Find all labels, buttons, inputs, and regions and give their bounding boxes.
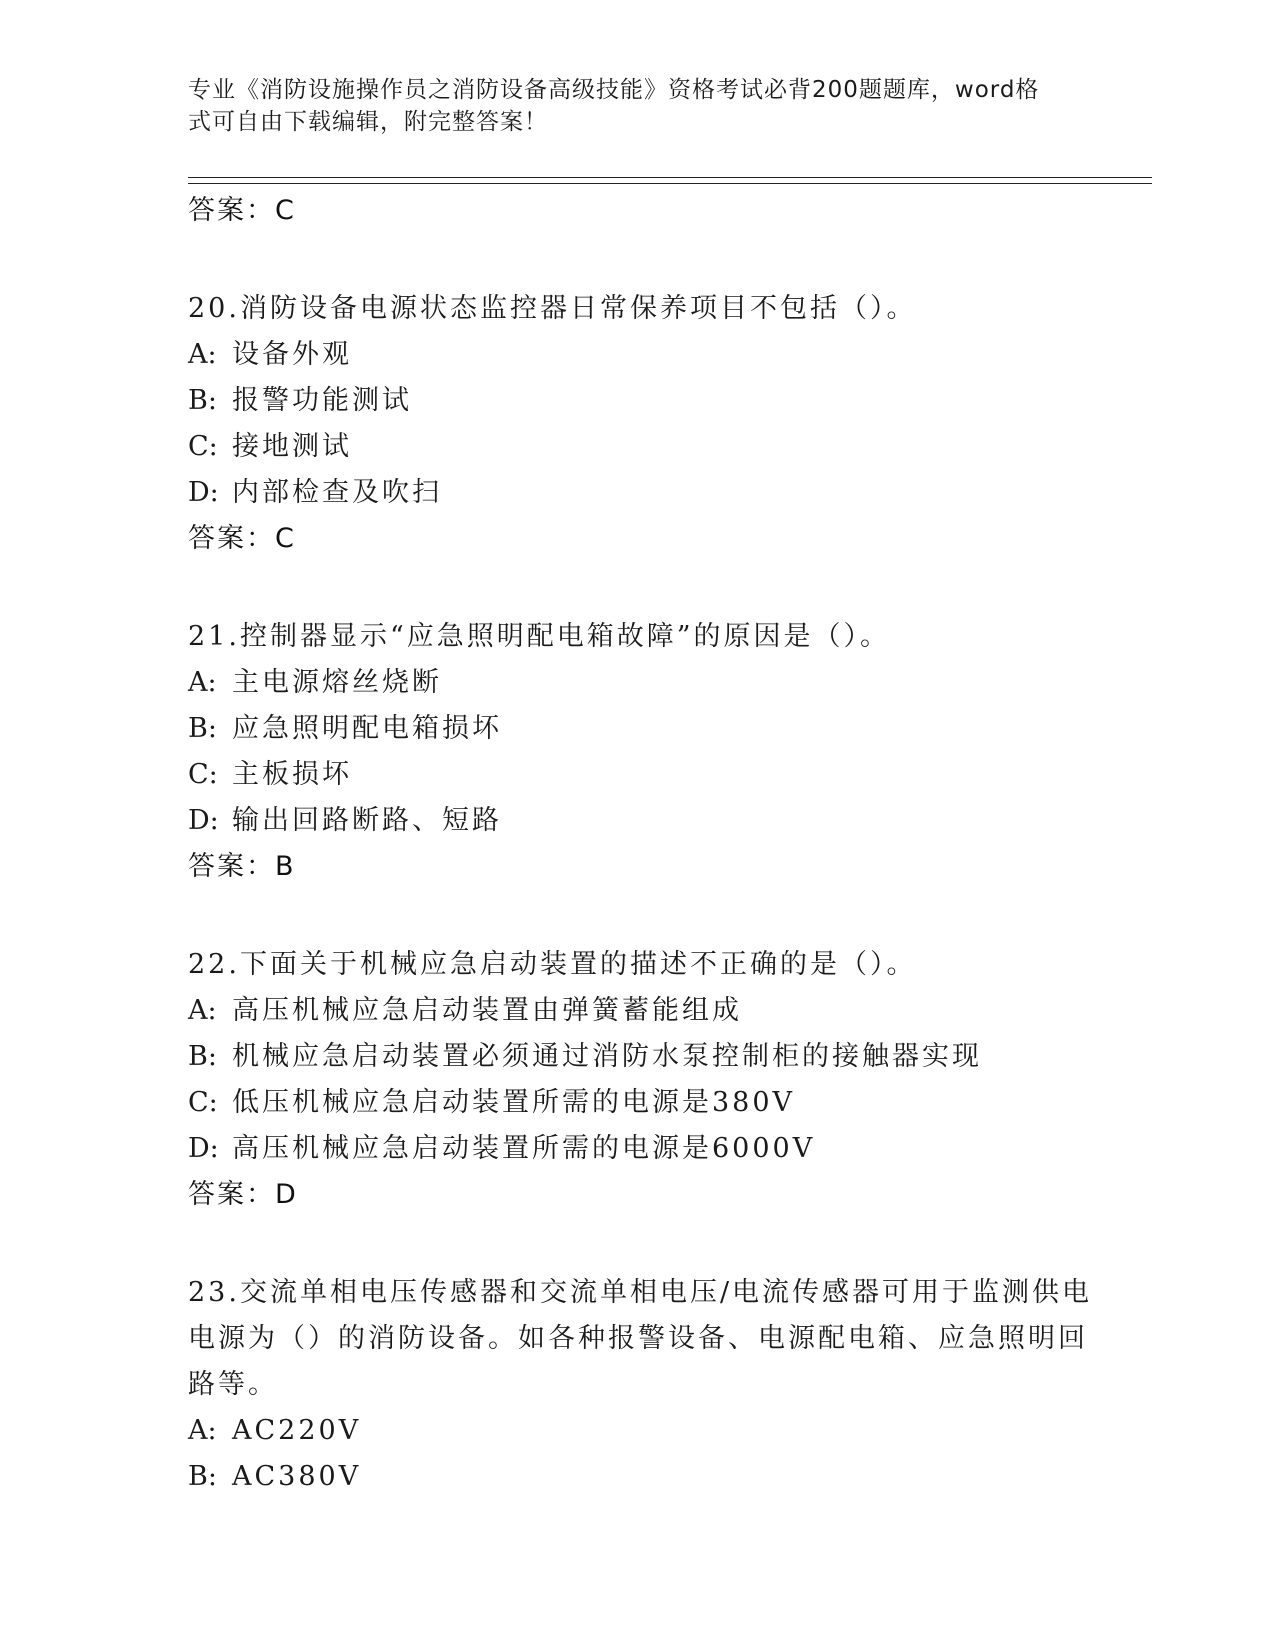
option-label: C: bbox=[188, 759, 218, 790]
option-label: D: bbox=[188, 477, 219, 508]
option-d bbox=[188, 798, 1068, 844]
option-label: A: bbox=[188, 995, 217, 1026]
question-21 bbox=[188, 614, 1068, 890]
header-line-2: 式可自由下载编辑，附完整答案！ bbox=[188, 109, 548, 135]
question-stem: 21.控制器显示“应急照明配电箱故障”的原因是（）。 bbox=[188, 621, 891, 652]
option-b bbox=[188, 1454, 1068, 1500]
question-stem: 20.消防设备电源状态监控器日常保养项目不包括（）。 bbox=[188, 293, 917, 324]
option-label: B: bbox=[188, 1041, 217, 1072]
option-label: B: bbox=[188, 1461, 217, 1492]
spacer bbox=[188, 1218, 1068, 1270]
document-header bbox=[188, 74, 1068, 138]
question-stem-line: 路等。 bbox=[188, 1369, 278, 1400]
header-divider-bottom bbox=[188, 183, 1152, 184]
question-23 bbox=[188, 1270, 1093, 1500]
option-text: 主电源熔丝烧断 bbox=[232, 667, 442, 698]
option-a bbox=[188, 332, 1068, 378]
option-b bbox=[188, 706, 1068, 752]
option-a bbox=[188, 988, 1068, 1034]
option-text: 机械应急启动装置必须通过消防水泵控制柜的接触器实现 bbox=[232, 1041, 982, 1072]
answer: 答案：B bbox=[188, 851, 296, 882]
option-text: 内部检查及吹扫 bbox=[232, 477, 442, 508]
answer: 答案：C bbox=[188, 523, 296, 554]
option-b bbox=[188, 378, 1068, 424]
option-text: 应急照明配电箱损坏 bbox=[232, 713, 502, 744]
option-label: A: bbox=[188, 667, 217, 698]
option-label: B: bbox=[188, 713, 217, 744]
option-d bbox=[188, 1126, 1068, 1172]
option-a bbox=[188, 1408, 1068, 1454]
option-d bbox=[188, 470, 1068, 516]
option-label: C: bbox=[188, 1087, 218, 1118]
option-text: 输出回路断路、短路 bbox=[232, 805, 502, 836]
header-divider-top bbox=[188, 177, 1152, 178]
option-label: D: bbox=[188, 805, 219, 836]
option-c bbox=[188, 752, 1068, 798]
option-text: 高压机械应急启动装置所需的电源是6000V bbox=[232, 1133, 816, 1164]
option-label: A: bbox=[188, 1415, 217, 1446]
option-a bbox=[188, 660, 1068, 706]
question-22 bbox=[188, 942, 1068, 1218]
option-b bbox=[188, 1034, 1068, 1080]
answer: 答案：D bbox=[188, 1179, 298, 1210]
option-c bbox=[188, 424, 1068, 470]
option-label: B: bbox=[188, 385, 217, 416]
option-label: D: bbox=[188, 1133, 219, 1164]
spacer bbox=[188, 234, 1068, 286]
option-text: 高压机械应急启动装置由弹簧蓄能组成 bbox=[232, 995, 742, 1026]
option-label: C: bbox=[188, 431, 218, 462]
question-stem: 22.下面关于机械应急启动装置的描述不正确的是（）。 bbox=[188, 949, 917, 980]
option-text: 设备外观 bbox=[232, 339, 352, 370]
option-text: AC220V bbox=[232, 1415, 362, 1446]
previous-answer: 答案：C bbox=[188, 195, 296, 226]
option-c bbox=[188, 1080, 1068, 1126]
option-text: 低压机械应急启动装置所需的电源是380V bbox=[232, 1087, 796, 1118]
option-text: AC380V bbox=[232, 1461, 362, 1492]
option-text: 报警功能测试 bbox=[232, 385, 412, 416]
option-label: A: bbox=[188, 339, 217, 370]
question-20 bbox=[188, 286, 1068, 562]
question-list bbox=[188, 188, 1093, 1500]
spacer bbox=[188, 890, 1068, 942]
option-text: 接地测试 bbox=[232, 431, 352, 462]
question-stem-line: 23.交流单相电压传感器和交流单相电压/电流传感器可用于监测供电 bbox=[188, 1277, 1093, 1308]
spacer bbox=[188, 562, 1068, 614]
option-text: 主板损坏 bbox=[232, 759, 352, 790]
question-stem-line: 电源为（）的消防设备。如各种报警设备、电源配电箱、应急照明回 bbox=[188, 1323, 1088, 1354]
header-line-1: 专业《消防设施操作员之消防设备高级技能》资格考试必背200题题库，word格 bbox=[188, 77, 1040, 103]
